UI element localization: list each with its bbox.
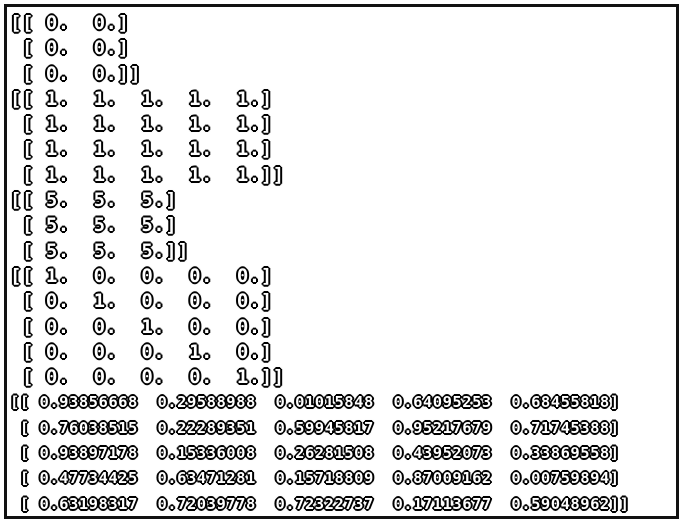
output-line: [ 0.63198317 0.72039778 0.72322737 0.17113677 0.59048962]] (10, 494, 630, 513)
output-line: [ 0. 0.] (10, 37, 130, 60)
output-panel (4, 4, 679, 519)
output-line: [ 0. 0.]] (10, 62, 142, 85)
output-line: [ 1. 1. 1. 1. 1.] (10, 113, 273, 136)
output-line: [ 0. 0. 0. 0. 1.]] (10, 366, 285, 389)
output-line: [[ 0. 0.] (10, 12, 130, 34)
output-line: [ 1. 1. 1. 1. 1.]] (10, 163, 285, 186)
output-line: [ 0.93897178 0.15336008 0.26281508 0.43952073 0.33869558] (10, 444, 620, 463)
output-line: [ 0.76038515 0.22289351 0.59945817 0.95217679 0.71745388] (10, 418, 620, 437)
output-line: [ 0. 0. 1. 0. 0.] (10, 315, 273, 338)
output-line: [ 1. 1. 1. 1. 1.] (10, 138, 273, 161)
output-line: [[ 1. 1. 1. 1. 1.] (10, 87, 273, 110)
output-line: [[ 5. 5. 5.] (10, 189, 178, 212)
output-line: [ 0.47734425 0.63471281 0.15718809 0.87009162 0.00759894] (10, 469, 620, 488)
output-line: [ 0. 0. 0. 1. 0.] (10, 340, 273, 363)
output-line: [ 5. 5. 5.] (10, 214, 178, 237)
output-line: [ 5. 5. 5.]] (10, 239, 190, 262)
output-line: [[ 1. 0. 0. 0. 0.] (10, 264, 273, 287)
output-line: [ 0. 1. 0. 0. 0.] (10, 290, 273, 313)
output-line: [[ 0.93856668 0.29588988 0.01015848 0.64095253 0.68455818] (10, 393, 620, 412)
console-output (10, 11, 629, 517)
